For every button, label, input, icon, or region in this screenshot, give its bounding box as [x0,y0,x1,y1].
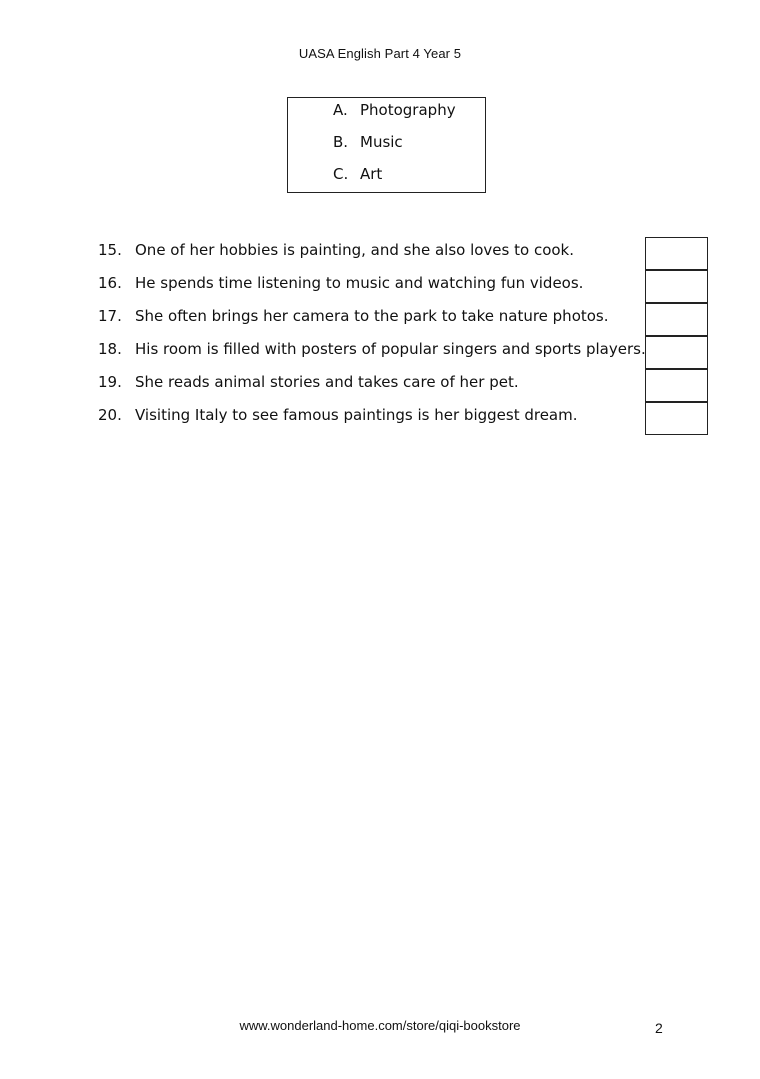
question-text: She often brings her camera to the park to take nature photos. [135,307,609,325]
option-a [333,101,456,119]
question-text: One of her hobbies is painting, and she also loves to cook. [135,241,575,259]
question-17 [98,307,609,325]
question-number: 19. [98,373,122,391]
question-18 [98,340,646,358]
option-b [333,133,403,151]
question-text: His room is filled with posters of popular singers and sports players. [135,340,646,358]
footer-url: www.wonderland-home.com/store/qiqi-bookstore [239,1018,521,1033]
question-20 [98,406,578,424]
option-letter: B. [333,133,349,151]
option-letter: C. [333,165,349,183]
question-number: 17. [98,307,122,325]
options-box [287,97,486,193]
option-label: Art [360,165,383,183]
question-number: 16. [98,274,122,292]
question-text: She reads animal stories and takes care of her pet. [135,373,519,391]
question-16 [98,274,583,292]
question-text: He spends time listening to music and watching fun videos. [135,274,584,292]
answer-box-20[interactable] [645,402,708,435]
question-19 [98,373,519,391]
question-number: 20. [98,406,122,424]
option-letter: A. [333,101,348,119]
page-number: 2 [655,1020,663,1036]
answer-box-15[interactable] [645,237,708,270]
page-header: UASA English Part 4 Year 5 [298,46,462,61]
answer-box-16[interactable] [645,270,708,303]
question-15 [98,241,574,259]
question-number: 18. [98,340,122,358]
option-label: Photography [360,101,456,119]
question-number: 15. [98,241,122,259]
question-text: Visiting Italy to see famous paintings is her biggest dream. [135,406,578,424]
answer-box-17[interactable] [645,303,708,336]
answer-box-18[interactable] [645,336,708,369]
option-c [333,165,382,183]
option-label: Music [360,133,403,151]
answer-box-19[interactable] [645,369,708,402]
